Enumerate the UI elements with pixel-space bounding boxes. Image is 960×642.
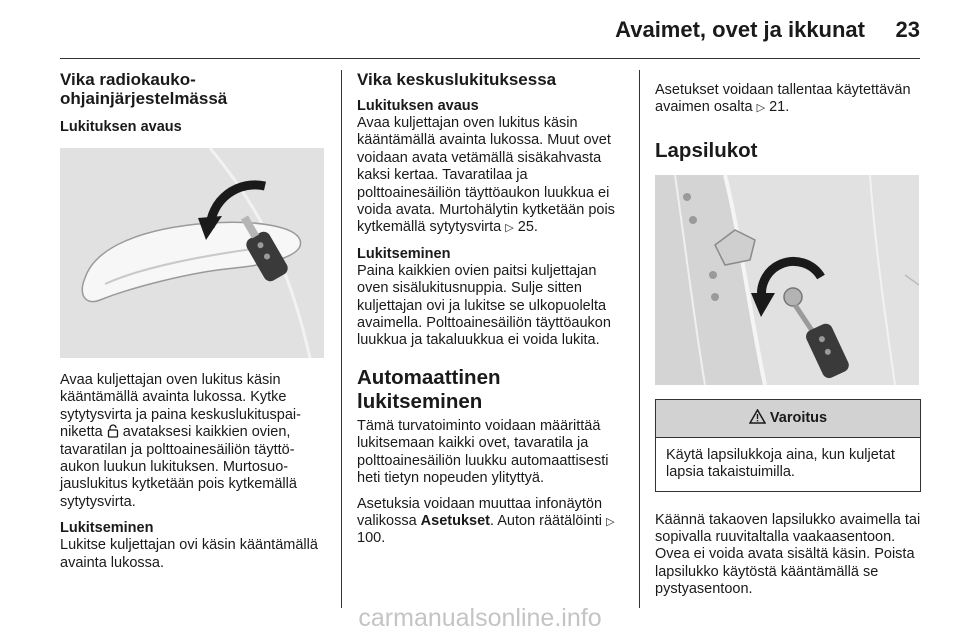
paragraph-unlock-central: Avaa kuljettajan oven lukitus käsin kääntämällä avainta lukossa. Muut ovet voidaan avata vetämällä sisäkahvasta kaksi kertaa. Tavaratilaa ja polttoainesäiliön täyttöaukon luukkua ei voida avata. Murtohälytin kytketään pois kytkemällä sytytysvirta ▷ 25.: [357, 115, 615, 236]
paragraph-auto-lock: Tämä turvatoiminto voidaan määrittää lukitsemaan kaikki ovet, tavaratila ja polttoainesäiliön luukku automaattisesti heti tietyn nopeuden ylityttyä.: [357, 417, 609, 487]
page-title: Avaimet, ovet ja ikkunat: [615, 17, 865, 42]
child-lock-illustration: [655, 175, 919, 385]
subheading-lock-central: Lukitseminen: [357, 245, 451, 262]
column-3: [655, 70, 921, 599]
warning-box: [655, 399, 921, 492]
warning-triangle-icon: [749, 409, 766, 428]
column-divider-1: [341, 70, 342, 608]
warning-text: Käytä lapsilukkoja aina, kun kuljetat lapsia takaistuimilla.: [666, 446, 895, 481]
section-heading-auto-lock: Automaattinen lukitseminen: [357, 365, 501, 413]
unlock-icon: [107, 424, 119, 438]
section-heading-remote-fault: Vika radiokauko- ohjainjärjestelmässä: [60, 70, 228, 108]
paragraph-lock-remote: Lukitse kuljettajan ovi käsin kääntämällä avainta lukossa.: [60, 537, 318, 571]
watermark: carmanualsonline.info: [358, 604, 602, 632]
page-header: [0, 0, 960, 60]
warning-title: Varoitus: [769, 410, 828, 427]
paragraph-child-lock: Käännä takaoven lapsilukko avaimella tai sopivalla ruuvitaltalla vaakaasentoon. Ovea ei voida avata sisältä käsin. Poista lapsilukko käytöstä kääntämällä se pystyasentoon.: [655, 511, 921, 598]
door-handle-key-illustration: [60, 148, 324, 358]
paragraph-unlock-remote: Avaa kuljettajan oven lukitus käsin kääntämällä avainta lukossa. Kytke sytytysvirta ja paina keskuslukituspainiketta avataksesi kaikkien ovien, tavaratilan ja polttoainesäiliön täyttöaukon luukun lukituksen. Murtosuojauslukitus kytketään pois kytkemällä sytytysvirta.: [60, 372, 301, 510]
paragraph-settings: Asetuksia voidaan muuttaa infonäytön valikossa Asetukset. Auton räätälöinti ▷ 100.: [357, 495, 615, 547]
paragraph-key-settings: Asetukset voidaan tallentaa käytettävän avaimen osalta ▷ 21.: [655, 82, 911, 116]
cross-reference-arrow-icon: ▷: [505, 221, 514, 235]
section-heading-central-lock-fault: Vika keskuslukituksessa: [357, 70, 557, 89]
column-1: [60, 70, 324, 572]
cross-reference-arrow-icon: ▷: [756, 101, 766, 115]
column-2: [357, 70, 623, 548]
paragraph-lock-central: Paina kaikkien ovien paitsi kuljettajan oven sisälukitusnuppia. Sulje sitten kuljettajan ovi ja lukitse se ulkopuolelta avaimella. Polttoainesäiliön täyttöaukon luukkua ja takaluukkua ei voida lukita.: [357, 262, 611, 349]
warning-body: [656, 438, 920, 491]
warning-header: [656, 400, 920, 438]
page-number: 23: [895, 17, 920, 42]
header-divider: [60, 58, 920, 59]
subheading-lock: Lukitseminen: [60, 520, 154, 537]
subheading-unlock: Lukituksen avaus: [60, 119, 182, 135]
column-divider-2: [639, 70, 640, 608]
cross-reference-arrow-icon: ▷: [606, 514, 615, 528]
section-heading-child-locks: Lapsilukot: [655, 138, 758, 162]
subheading-unlock-central: Lukituksen avaus: [357, 98, 479, 114]
